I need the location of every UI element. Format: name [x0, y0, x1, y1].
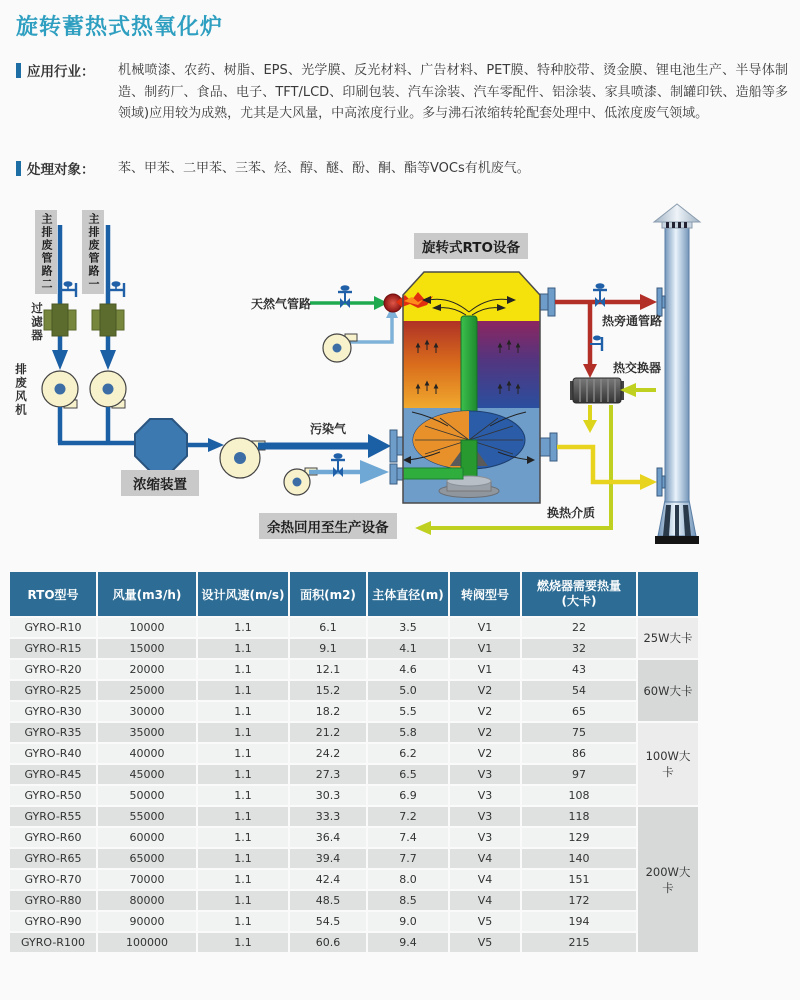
- table-row: [9, 848, 699, 869]
- label-main-pipe-2: 主排废管路二: [35, 210, 57, 294]
- col-header-valve: 转阀型号: [449, 571, 521, 617]
- exhaust-fan-icons: [42, 371, 126, 408]
- value-cell: 75: [521, 722, 637, 743]
- table-row: [9, 932, 699, 953]
- value-cell: V2: [449, 680, 521, 701]
- value-cell: 32: [521, 638, 637, 659]
- value-cell: V4: [449, 890, 521, 911]
- value-cell: 6.5: [367, 764, 449, 785]
- value-cell: 4.6: [367, 659, 449, 680]
- value-cell: 108: [521, 785, 637, 806]
- label-natural-gas: 天然气管路: [251, 297, 312, 311]
- value-cell: 42.4: [289, 869, 367, 890]
- value-cell: V1: [449, 659, 521, 680]
- table-row: [9, 827, 699, 848]
- value-cell: 1.1: [197, 932, 289, 953]
- model-cell: GYRO-R10: [9, 617, 97, 638]
- section-industries-text: 机械喷漆、农药、树脂、EPS、光学膜、反光材料、广告材料、PET膜、特种胶带、烫金膜、锂电池生产、半导体制造、制药厂、食品、电子、TFT/LCD、印刷包装、汽车涂装、汽车零配件、铝涂装、家具喷漆、制罐印铁、造船等多领域)应用较为成熟，尤其是大风量，中高浓度行业。多与沸石浓缩转轮配套处理中、低浓度废气领域。: [118, 63, 788, 121]
- value-cell: 215: [521, 932, 637, 953]
- value-cell: 7.2: [367, 806, 449, 827]
- hot-air-out-line: [557, 447, 657, 490]
- section-industries: [16, 60, 788, 125]
- label-polluted-gas: 污染气: [310, 422, 347, 436]
- table-row: [9, 911, 699, 932]
- model-cell: GYRO-R80: [9, 890, 97, 911]
- table-row: [9, 701, 699, 722]
- value-cell: 1.1: [197, 869, 289, 890]
- value-cell: V3: [449, 785, 521, 806]
- value-cell: 54: [521, 680, 637, 701]
- model-cell: GYRO-R70: [9, 869, 97, 890]
- value-cell: 4.1: [367, 638, 449, 659]
- table-row: [9, 638, 699, 659]
- value-cell: 1.1: [197, 827, 289, 848]
- value-cell: 40000: [97, 743, 197, 764]
- page-title: 旋转蓄热式热氧化炉: [16, 15, 224, 40]
- value-cell: 1.1: [197, 764, 289, 785]
- value-cell: 6.9: [367, 785, 449, 806]
- section-targets-label: 处理对象：: [27, 162, 95, 178]
- value-cell: 60000: [97, 827, 197, 848]
- model-cell: GYRO-R15: [9, 638, 97, 659]
- value-cell: 1.1: [197, 659, 289, 680]
- table-row: [9, 890, 699, 911]
- value-cell: 6.2: [367, 743, 449, 764]
- value-cell: 50000: [97, 785, 197, 806]
- light-blue-branch: [309, 453, 389, 484]
- value-cell: 1.1: [197, 848, 289, 869]
- burner-group-cell: 25W大卡: [637, 617, 699, 659]
- value-cell: 20000: [97, 659, 197, 680]
- value-cell: 43: [521, 659, 637, 680]
- section-targets-text: 苯、甲苯、二甲苯、三苯、烃、醇、醚、酚、酮、酯等VOCs有机废气。: [118, 161, 530, 176]
- value-cell: 1.1: [197, 701, 289, 722]
- value-cell: V2: [449, 743, 521, 764]
- diagram-canvas: [0, 200, 800, 562]
- process-flow-diagram: [0, 200, 800, 562]
- label-hot-bypass: 热旁通管路: [602, 314, 663, 328]
- value-cell: 65000: [97, 848, 197, 869]
- value-cell: V2: [449, 701, 521, 722]
- value-cell: 3.5: [367, 617, 449, 638]
- value-cell: 8.0: [367, 869, 449, 890]
- value-cell: 9.1: [289, 638, 367, 659]
- value-cell: 129: [521, 827, 637, 848]
- label-rto-unit: 旋转式RTO设备: [414, 233, 528, 259]
- concentrator-icon: [135, 419, 187, 471]
- rto-table-body: [9, 617, 699, 953]
- value-cell: 30000: [97, 701, 197, 722]
- combustion-fan-icon: [323, 334, 357, 362]
- value-cell: V1: [449, 638, 521, 659]
- value-cell: 118: [521, 806, 637, 827]
- value-cell: V5: [449, 932, 521, 953]
- section-industries-label: 应用行业：: [27, 64, 95, 80]
- label-concentrator: 浓缩装置: [121, 470, 199, 496]
- heat-exchanger-icon: [570, 378, 624, 403]
- model-cell: GYRO-R30: [9, 701, 97, 722]
- section-marker-bar: [16, 63, 21, 78]
- value-cell: 90000: [97, 911, 197, 932]
- table-row: [9, 680, 699, 701]
- value-cell: 172: [521, 890, 637, 911]
- value-cell: 21.2: [289, 722, 367, 743]
- model-cell: GYRO-R65: [9, 848, 97, 869]
- value-cell: 48.5: [289, 890, 367, 911]
- value-cell: 60.6: [289, 932, 367, 953]
- value-cell: 86: [521, 743, 637, 764]
- burner-group-cell: 100W大卡: [637, 722, 699, 806]
- model-cell: GYRO-R20: [9, 659, 97, 680]
- value-cell: 30.3: [289, 785, 367, 806]
- value-cell: 100000: [97, 932, 197, 953]
- value-cell: 9.0: [367, 911, 449, 932]
- rto-spec-table: [8, 570, 700, 954]
- burner-group-cell: 60W大卡: [637, 659, 699, 722]
- col-header-diameter: 主体直径(m): [367, 571, 449, 617]
- section-marker-bar: [16, 161, 21, 176]
- value-cell: 36.4: [289, 827, 367, 848]
- value-cell: 140: [521, 848, 637, 869]
- value-cell: 15.2: [289, 680, 367, 701]
- value-cell: 33.3: [289, 806, 367, 827]
- label-filter: 过滤器: [30, 302, 44, 343]
- label-heat-exchanger: 热交换器: [613, 361, 662, 375]
- value-cell: 5.0: [367, 680, 449, 701]
- value-cell: 24.2: [289, 743, 367, 764]
- value-cell: 15000: [97, 638, 197, 659]
- value-cell: 9.4: [367, 932, 449, 953]
- model-cell: GYRO-R45: [9, 764, 97, 785]
- value-cell: 8.5: [367, 890, 449, 911]
- value-cell: 1.1: [197, 743, 289, 764]
- value-cell: 12.1: [289, 659, 367, 680]
- burner-group-cell: 200W大卡: [637, 806, 699, 953]
- value-cell: 194: [521, 911, 637, 932]
- table-row: [9, 743, 699, 764]
- col-header-burner-group: [637, 571, 699, 617]
- value-cell: 25000: [97, 680, 197, 701]
- value-cell: 65: [521, 701, 637, 722]
- value-cell: 1.1: [197, 638, 289, 659]
- natural-gas-line: [310, 285, 388, 310]
- filter-icon: [44, 304, 124, 336]
- table-row: [9, 785, 699, 806]
- value-cell: 54.5: [289, 911, 367, 932]
- value-cell: 55000: [97, 806, 197, 827]
- value-cell: V1: [449, 617, 521, 638]
- model-cell: GYRO-R40: [9, 743, 97, 764]
- table-row: [9, 806, 699, 827]
- value-cell: 1.1: [197, 680, 289, 701]
- col-header-velocity: 设计风速(m/s): [197, 571, 289, 617]
- col-header-airflow: 风量(m3/h): [97, 571, 197, 617]
- model-cell: GYRO-R35: [9, 722, 97, 743]
- value-cell: 7.4: [367, 827, 449, 848]
- value-cell: V3: [449, 827, 521, 848]
- model-cell: GYRO-R60: [9, 827, 97, 848]
- table-row: [9, 659, 699, 680]
- section-targets-label-wrap: [16, 158, 118, 178]
- label-waste-heat-reuse: 余热回用至生产设备: [259, 513, 397, 539]
- value-cell: V3: [449, 764, 521, 785]
- value-cell: 1.1: [197, 806, 289, 827]
- table-row: [9, 722, 699, 743]
- value-cell: V3: [449, 806, 521, 827]
- table-header-row: [9, 571, 699, 617]
- col-header-model: RTO型号: [9, 571, 97, 617]
- value-cell: 1.1: [197, 785, 289, 806]
- value-cell: 10000: [97, 617, 197, 638]
- model-cell: GYRO-R50: [9, 785, 97, 806]
- value-cell: V4: [449, 848, 521, 869]
- collector-pipes: [58, 407, 136, 443]
- value-cell: 1.1: [197, 890, 289, 911]
- col-header-burner-heat: 燃烧器需要热量 (大卡): [521, 571, 637, 617]
- model-cell: GYRO-R25: [9, 680, 97, 701]
- value-cell: 45000: [97, 764, 197, 785]
- value-cell: 151: [521, 869, 637, 890]
- value-cell: 18.2: [289, 701, 367, 722]
- value-cell: 39.4: [289, 848, 367, 869]
- value-cell: V2: [449, 722, 521, 743]
- section-industries-label-wrap: [16, 60, 118, 80]
- value-cell: 80000: [97, 890, 197, 911]
- value-cell: 7.7: [367, 848, 449, 869]
- section-targets: [16, 158, 788, 180]
- value-cell: 35000: [97, 722, 197, 743]
- value-cell: 97: [521, 764, 637, 785]
- value-cell: 27.3: [289, 764, 367, 785]
- model-cell: GYRO-R90: [9, 911, 97, 932]
- col-header-area: 面积(m2): [289, 571, 367, 617]
- value-cell: 6.1: [289, 617, 367, 638]
- value-cell: V5: [449, 911, 521, 932]
- table-row: [9, 617, 699, 638]
- label-heat-medium: 换热介质: [547, 506, 596, 520]
- model-cell: GYRO-R55: [9, 806, 97, 827]
- value-cell: 22: [521, 617, 637, 638]
- label-exhaust-fan: 排废风机: [14, 363, 28, 417]
- model-cell: GYRO-R100: [9, 932, 97, 953]
- value-cell: 70000: [97, 869, 197, 890]
- table-row: [9, 764, 699, 785]
- value-cell: V4: [449, 869, 521, 890]
- table-row: [9, 869, 699, 890]
- value-cell: 1.1: [197, 911, 289, 932]
- value-cell: 1.1: [197, 617, 289, 638]
- label-main-pipe-1: 主排废管路一: [82, 210, 104, 294]
- value-cell: 5.5: [367, 701, 449, 722]
- rto-vessel: [390, 272, 557, 503]
- value-cell: 1.1: [197, 722, 289, 743]
- polluted-gas-duct: [258, 434, 391, 458]
- value-cell: 5.8: [367, 722, 449, 743]
